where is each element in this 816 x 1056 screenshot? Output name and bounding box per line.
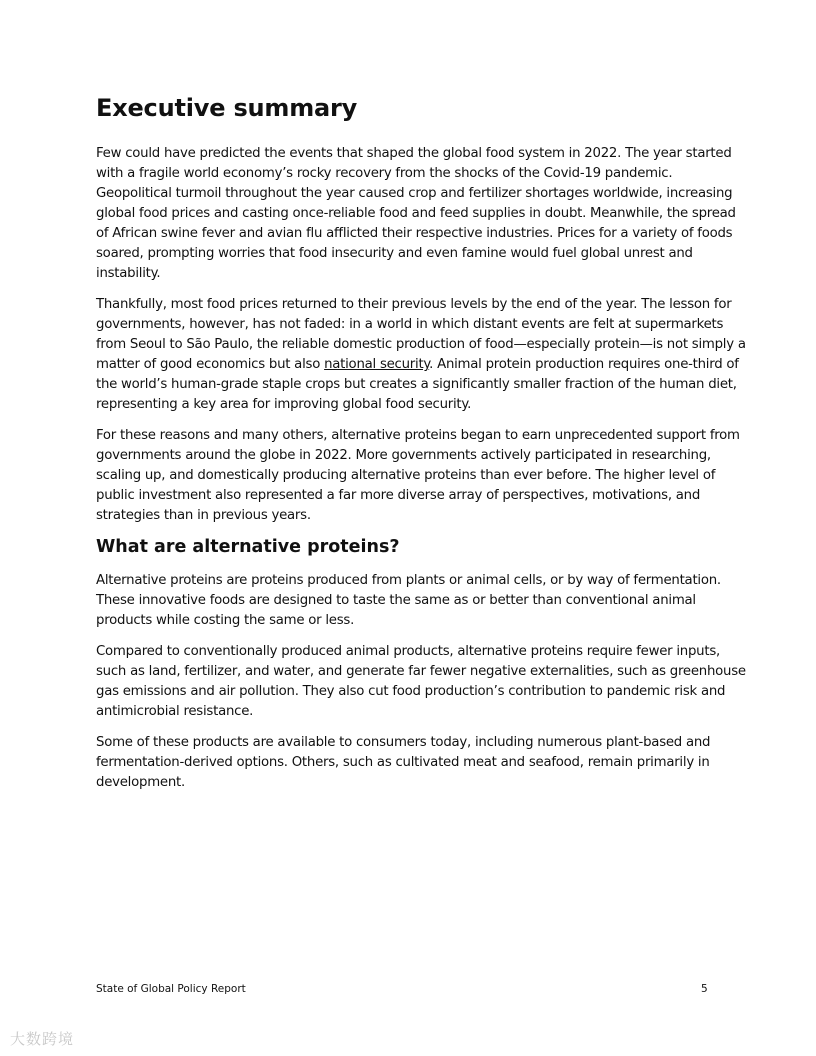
footer-report-name: State of Global Policy Report [96, 983, 246, 995]
paragraph-food-prices-lesson [96, 295, 746, 415]
paragraph-text-before-link: Thankfully, most food prices returned to their previous levels by the end of the year. The lesson for governments, however, has not faded: in a world in which distant events are felt at supermarkets from Seoul to São Paulo, the reliable domestic production of food—especially protein—is not simply a matter of good economics but also [96, 297, 746, 372]
alternative-proteins-body [96, 571, 746, 804]
page-title: Executive summary [96, 94, 358, 122]
paragraph-text-after-link: . Animal protein production requires one-third of the world’s human-grade staple crops but creates a significantly smaller fraction of the human diet, representing a key area for improving global food security. [96, 357, 739, 412]
paragraph-comparison: Compared to conventionally produced animal products, alternative proteins require fewer inputs, such as land, fertilizer, and water, and generate far fewer negative externalities, such as greenhouse gas emissions and air pollution. They also cut food production’s contribution to pandemic risk and antimicrobial resistance. [96, 644, 746, 719]
footer-page-number: 5 [701, 983, 708, 995]
paragraph-definition: Alternative proteins are proteins produced from plants or animal cells, or by way of fermentation. These innovative foods are designed to taste the same as or better than conventional animal products while costing the same or less. [96, 573, 721, 628]
paragraph-availability: Some of these products are available to consumers today, including numerous plant-based and fermentation-derived options. Others, such as cultivated meat and seafood, remain primarily in development. [96, 735, 711, 790]
watermark-logo: 大数跨境 [10, 1030, 75, 1048]
section-heading-alternative-proteins: What are alternative proteins? [96, 537, 400, 557]
paragraph-food-system-2022: Few could have predicted the events that shaped the global food system in 2022. The year started with a fragile world economy’s rocky recovery from the shocks of the Covid-19 pandemic. Geopolitical turmoil throughout the year caused crop and fertilizer shortages worldwide, increasing global food prices and casting once-reliable food and feed supplies in doubt. Meanwhile, the spread of African swine fever and avian flu afflicted their respective industries. Prices for a variety of foods soared, prompting worries that food insecurity and even famine would fuel global unrest and instability. [96, 146, 736, 281]
paragraph-government-support: For these reasons and many others, alternative proteins began to earn unprecedented support from governments around the globe in 2022. More governments actively participated in researching, scaling up, and domestically producing alternative proteins than ever before. The higher level of public investment also represented a far more diverse array of perspectives, motivations, and strategies than in previous years. [96, 428, 740, 523]
national-security-link[interactable]: national security [324, 357, 430, 372]
executive-summary-body [96, 144, 746, 537]
